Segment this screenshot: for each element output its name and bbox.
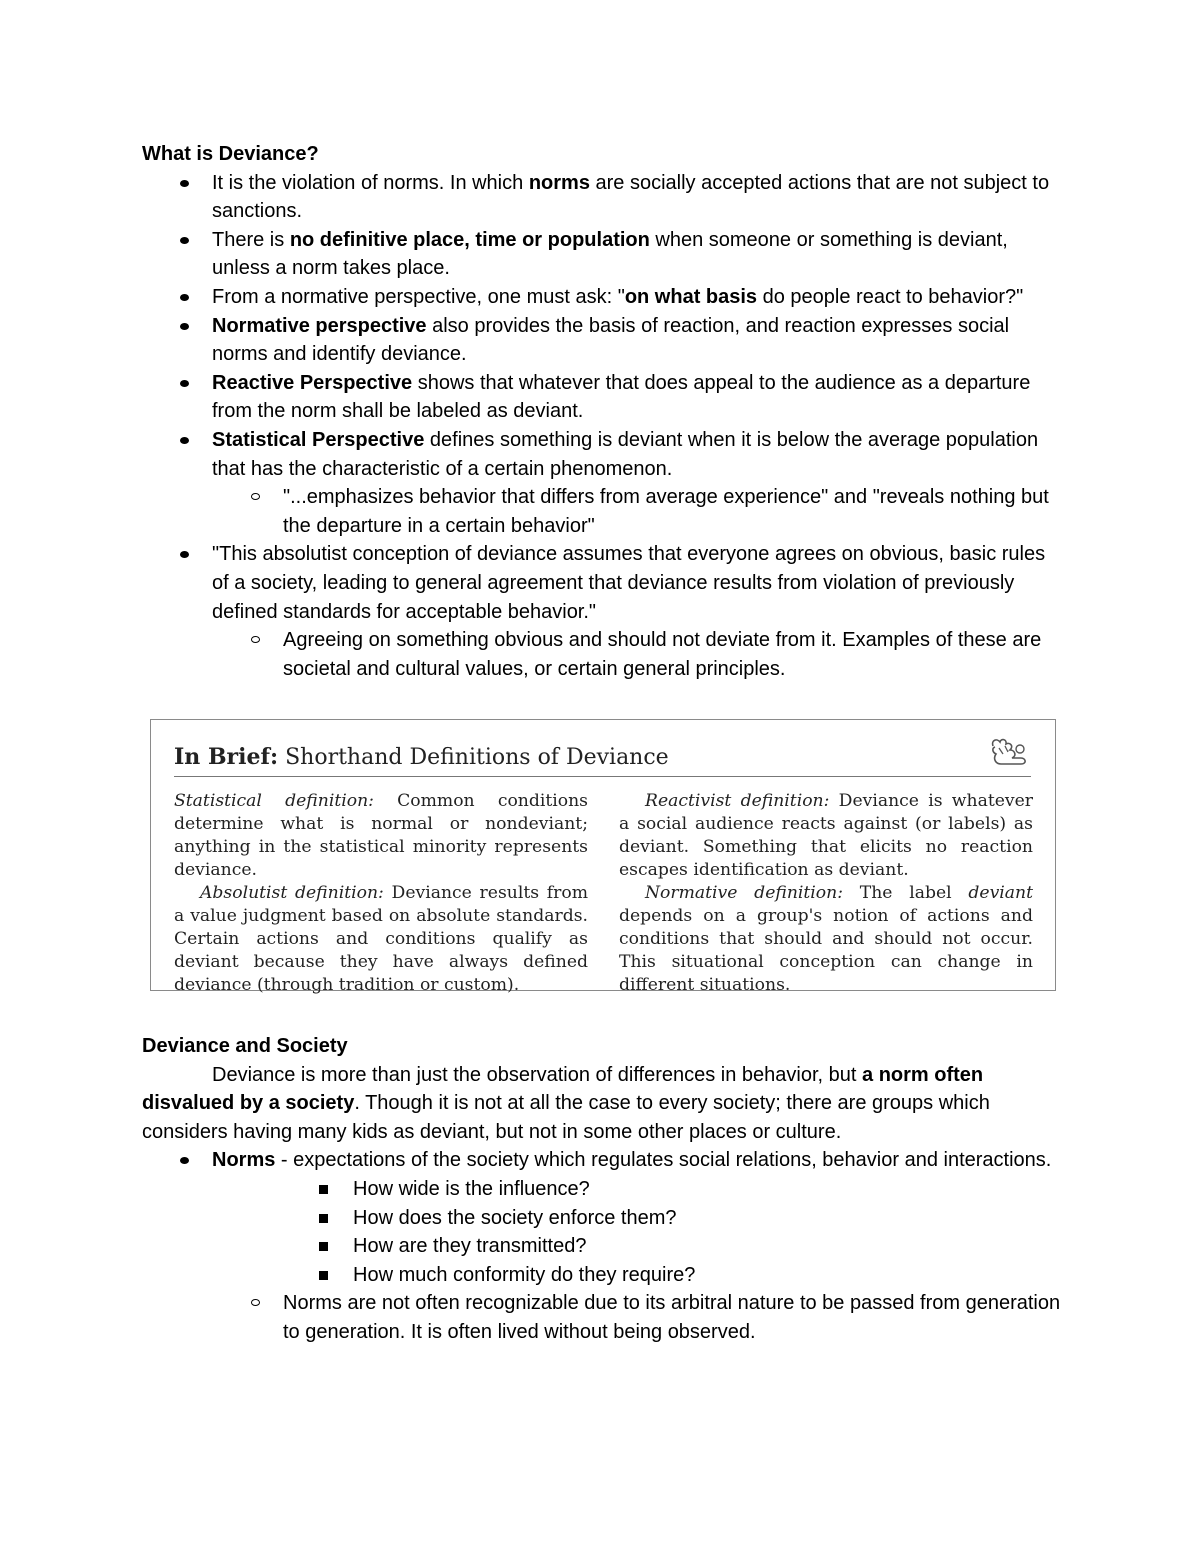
- norms-list: [142, 1146, 1062, 1346]
- normative-definition: Normative definition: The label deviant depends on a group's notion of actions and conditions that should and should not occur. This situational conception can change in different situations.: [619, 883, 1034, 995]
- sub-list-item: Agreeing on something obvious and should not deviate from it. Examples of these are societal and cultural values, or certain general principles.: [142, 626, 1062, 683]
- in-brief-heading: [174, 740, 1031, 777]
- sub-list: [212, 1289, 1062, 1346]
- society-paragraph: Deviance is more than just the observation of differences in behavior, but a norm often disvalued by a society. Though it is not at all the case to every society; there are groups which considers having many kids as deviant, but not in some other places or culture.: [142, 1063, 990, 1143]
- in-brief-right-column: [619, 790, 1033, 997]
- sub-list: [212, 626, 1062, 683]
- question-item: How wide is the influence?: [142, 1175, 1062, 1204]
- sub-list-item: "...emphasizes behavior that differs from average experience" and "reveals nothing but the departure in a certain behavior": [142, 483, 1062, 540]
- list-item: "This absolutist conception of deviance assumes that everyone agrees on obvious, basic rules of a society, leading to general agreement that deviance results from violation of previously defined standards for acceptable behavior." Agreeing on something obvious and should not deviate from it. Examples of these are societal and cultural values, or certain general principles.: [142, 540, 1062, 683]
- list-item: Norms - expectations of the society which regulates social relations, behavior and interactions. How wide is the influence? How does the society enforce them? How are they transmitted? How much conformity do they require? Norms are not often recognizable due to its arbitral nature to be passed from generation to generation. It is often lived without being observed.: [142, 1146, 1062, 1346]
- section-society: [142, 1032, 1062, 1347]
- reactivist-definition: Reactivist definition: Deviance is whatever a social audience reacts against (or labels) as deviant. Something that elicits no reaction escapes identification as deviant.: [619, 791, 1033, 880]
- list-item: Normative perspective also provides the basis of reaction, and reaction expresses social norms and identify deviance.: [142, 312, 1062, 369]
- in-brief-figure: [150, 719, 1056, 995]
- section-title-deviance: What is Deviance?: [142, 143, 319, 165]
- question-item: How are they transmitted?: [142, 1232, 1062, 1261]
- questions-list: [212, 1175, 1062, 1289]
- list-item: It is the violation of norms. In which norms are socially accepted actions that are not subject to sanctions.: [142, 169, 1062, 226]
- sub-list: [212, 483, 1062, 540]
- list-item: Statistical Perspective defines something is deviant when it is below the average population that has the characteristic of a certain phenomenon. "...emphasizes behavior that differs from average experience" and "reveals nothing but the departure in a certain behavior": [142, 426, 1062, 540]
- list-item: Reactive Perspective shows that whatever that does appeal to the audience as a departure from the norm shall be labeled as deviant.: [142, 369, 1062, 426]
- bullet-list: [142, 169, 1062, 684]
- absolutist-definition: Absolutist definition: Deviance results from a value judgment based on absolute standards. Certain actions and conditions qualify as deviant because they have always defined deviance (through tradition or custom).: [174, 883, 589, 995]
- list-item: There is no definitive place, time or population when someone or something is deviant, unless a norm takes place.: [142, 226, 1062, 283]
- hands-icon: [987, 736, 1029, 781]
- question-item: How much conformity do they require?: [142, 1261, 1062, 1290]
- in-brief-left-column: [174, 790, 588, 997]
- list-item: From a normative perspective, one must ask: "on what basis do people react to behavior?": [142, 283, 1062, 312]
- in-brief-title: Shorthand Definitions of Deviance: [285, 745, 669, 770]
- page-body: [142, 140, 1062, 683]
- question-item: How does the society enforce them?: [142, 1204, 1062, 1233]
- sub-list-item: Norms are not often recognizable due to its arbitral nature to be passed from generation to generation. It is often lived without being observed.: [142, 1289, 1062, 1346]
- in-brief-lead: In Brief:: [174, 744, 279, 770]
- statistical-definition: Statistical definition: Common conditions determine what is normal or nondeviant; anything in the statistical minority represents deviance.: [174, 791, 588, 880]
- section-title-society: Deviance and Society: [142, 1035, 348, 1057]
